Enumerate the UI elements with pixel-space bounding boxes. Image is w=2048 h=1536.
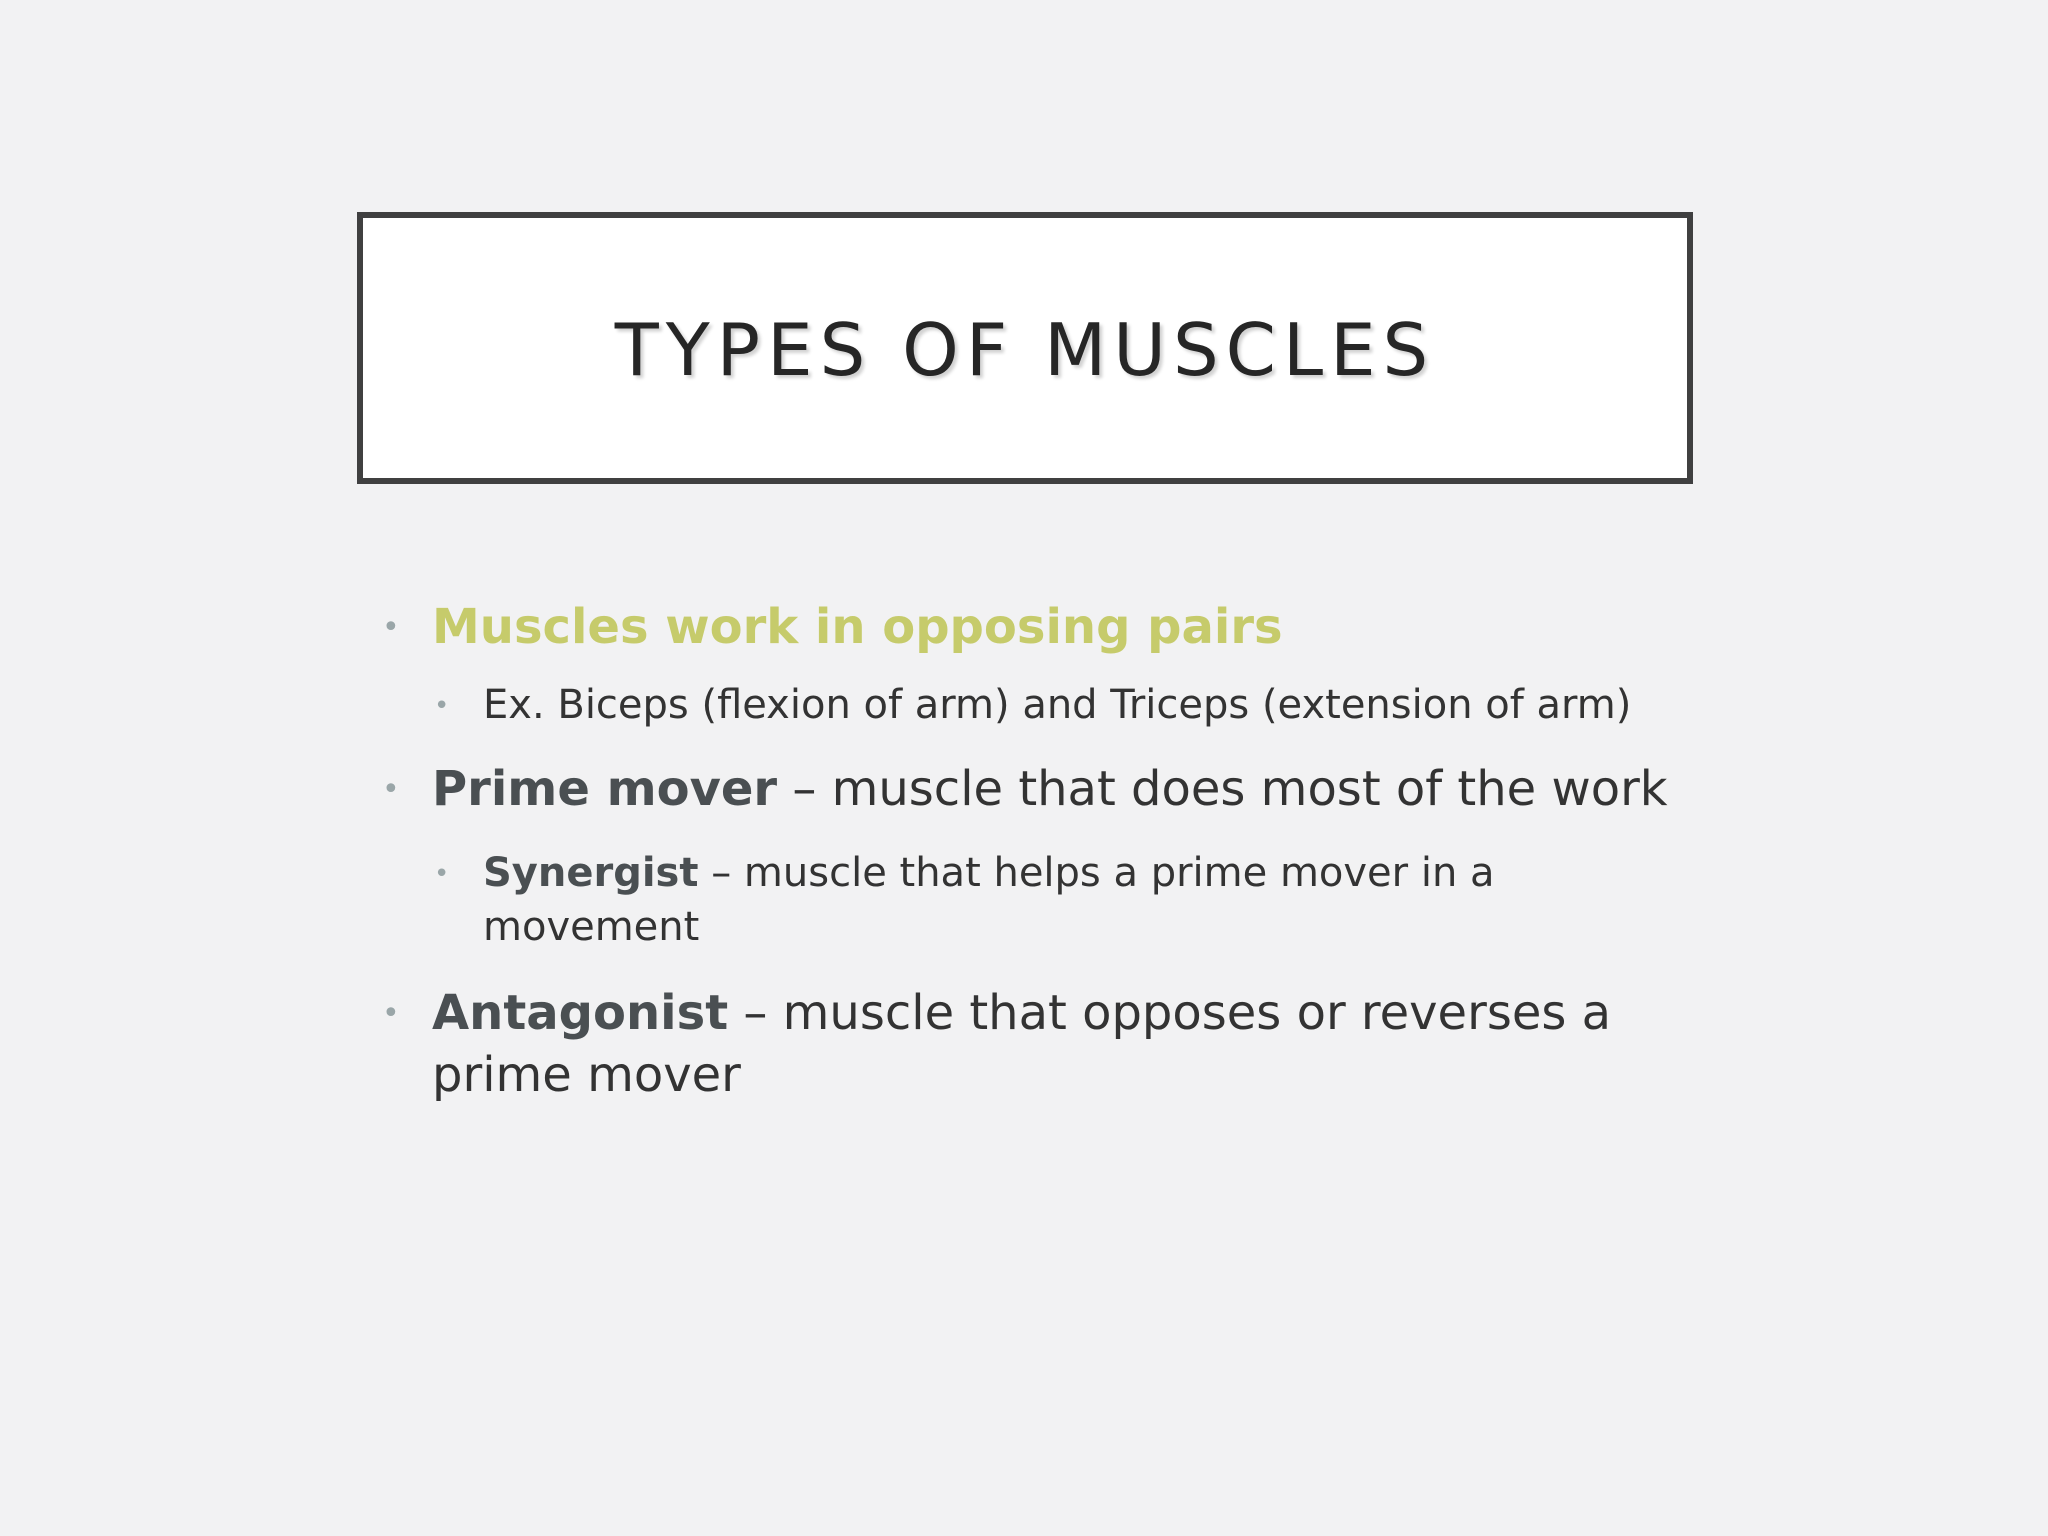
bullet-icon: •	[382, 996, 400, 1031]
list-item	[370, 596, 1700, 658]
list-item	[370, 982, 1700, 1106]
bullet-text: – muscle that helps a prime mover in a movement	[483, 850, 1495, 950]
bullet-icon: •	[382, 610, 400, 645]
list-item	[370, 678, 1700, 732]
list-item	[370, 846, 1700, 954]
bullet-term: Prime mover	[432, 761, 778, 817]
title-box	[357, 212, 1693, 484]
bullet-text: – muscle that opposes or reverses a prime mover	[432, 985, 1612, 1103]
bullet-icon: •	[382, 772, 400, 807]
bullet-text: – muscle that does most of the work	[777, 761, 1668, 817]
slide-title: TYPES OF MUSCLES	[614, 308, 1436, 392]
list-item	[370, 758, 1700, 820]
bullet-term: Synergist	[483, 850, 699, 896]
bullet-icon: •	[434, 859, 450, 889]
bullet-text: Ex. Biceps (flexion of arm) and Triceps (extension of arm)	[483, 682, 1632, 728]
bullet-term: Antagonist	[432, 985, 729, 1041]
bullet-text: Muscles work in opposing pairs	[432, 599, 1283, 655]
bullet-icon: •	[434, 691, 450, 721]
bullet-list	[370, 596, 1700, 1106]
